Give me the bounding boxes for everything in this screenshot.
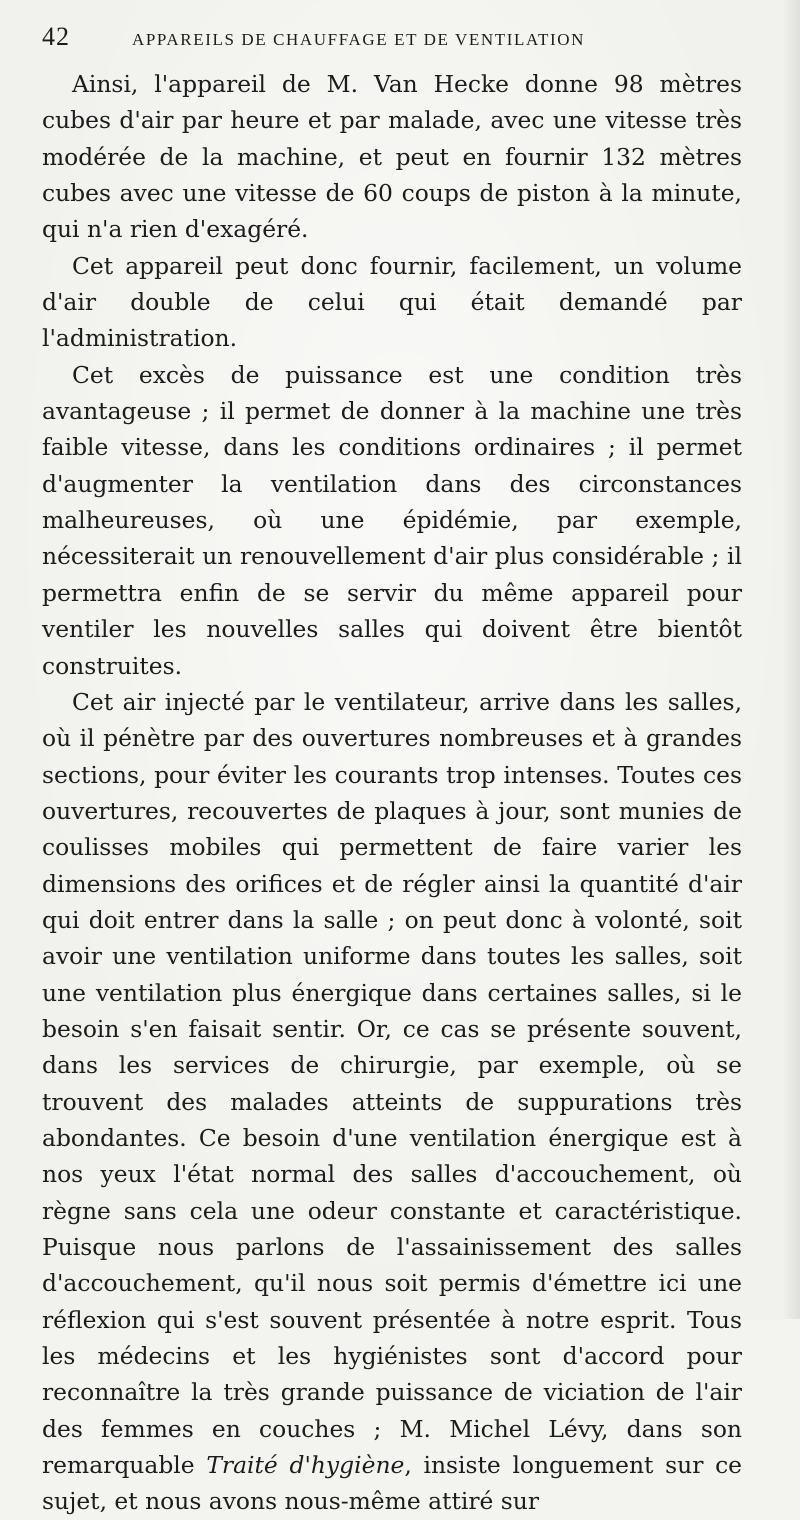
paragraph-4 bbox=[42, 684, 742, 1520]
italic-book-title: Traité d'hygiène bbox=[206, 1451, 405, 1480]
running-head bbox=[42, 22, 742, 56]
body-text bbox=[42, 66, 742, 1520]
paragraph-1: Ainsi, l'appareil de M. Van Hecke donne 98 mètres cubes d'air par heure et par malade, avec une vitesse très modérée de la machine, et peut en fournir 132 mètres cubes avec une vitesse de 60 coups de piston à la minute, qui n'a rien d'exagéré. bbox=[42, 70, 742, 244]
paragraph-4-text: Cet air injecté par le ventilateur, arrive dans les salles, où il pénètre par des ouvertures nombreuses et à grandes sections, pour éviter les courants trop intenses. Toutes ces ouvertures, recouvertes de plaques à jour, sont munies de coulisses mobiles qui permettent de faire varier les dimensions des orifices et de régler ainsi la quantité d'air qui doit entrer dans la salle ; on peut donc à volonté, soit avoir une ventilation uniforme dans toutes les salles, soit une ventilation plus énergique dans certaines salles, si le besoin s'en faisait sentir. Or, ce cas se présente souvent, dans les services de chirurgie, par exemple, où se trouvent des malades atteints de suppurations très abondantes. Ce besoin d'une ventilation énergique est à nos yeux l'état normal des salles d'accouchement, où règne sans cela une odeur constante et caractéristique. Puisque nous parlons de l'assainissement des salles d'accouchement, qu'il nous soit permis d'émettre ici une réflexion qui s'est souvent présentée à notre esprit. Tous les médecins et les hygiénistes sont d'accord pour reconnaître la très grande puissance de viciation de l'air des femmes en couches ; M. Michel Lévy, dans son remarquable bbox=[42, 687, 742, 1480]
running-title: APPAREILS DE CHAUFFAGE ET DE VENTILATION bbox=[132, 30, 585, 49]
paragraph-3: Cet excès de puissance est une condition très avantageuse ; il permet de donner à la machine une très faible vitesse, dans les conditions ordinaires ; il permet d'augmenter la ventilation dans des circonstances malheureuses, où une épidémie, par exemple, nécessiterait un renouvellement d'air plus considérable ; il permettra enfin de se servir du même appareil pour ventiler les nouvelles salles qui doivent être bientôt construites. bbox=[42, 360, 742, 680]
page-number: 42 bbox=[42, 22, 70, 51]
paragraph-4-tail: , insiste longuement sur ce sujet, et nous avons nous-même attiré sur bbox=[42, 1451, 743, 1516]
paragraph-2: Cet appareil peut donc fournir, facilement, un volume d'air double de celui qui était demandé par l'administration. bbox=[42, 251, 742, 353]
